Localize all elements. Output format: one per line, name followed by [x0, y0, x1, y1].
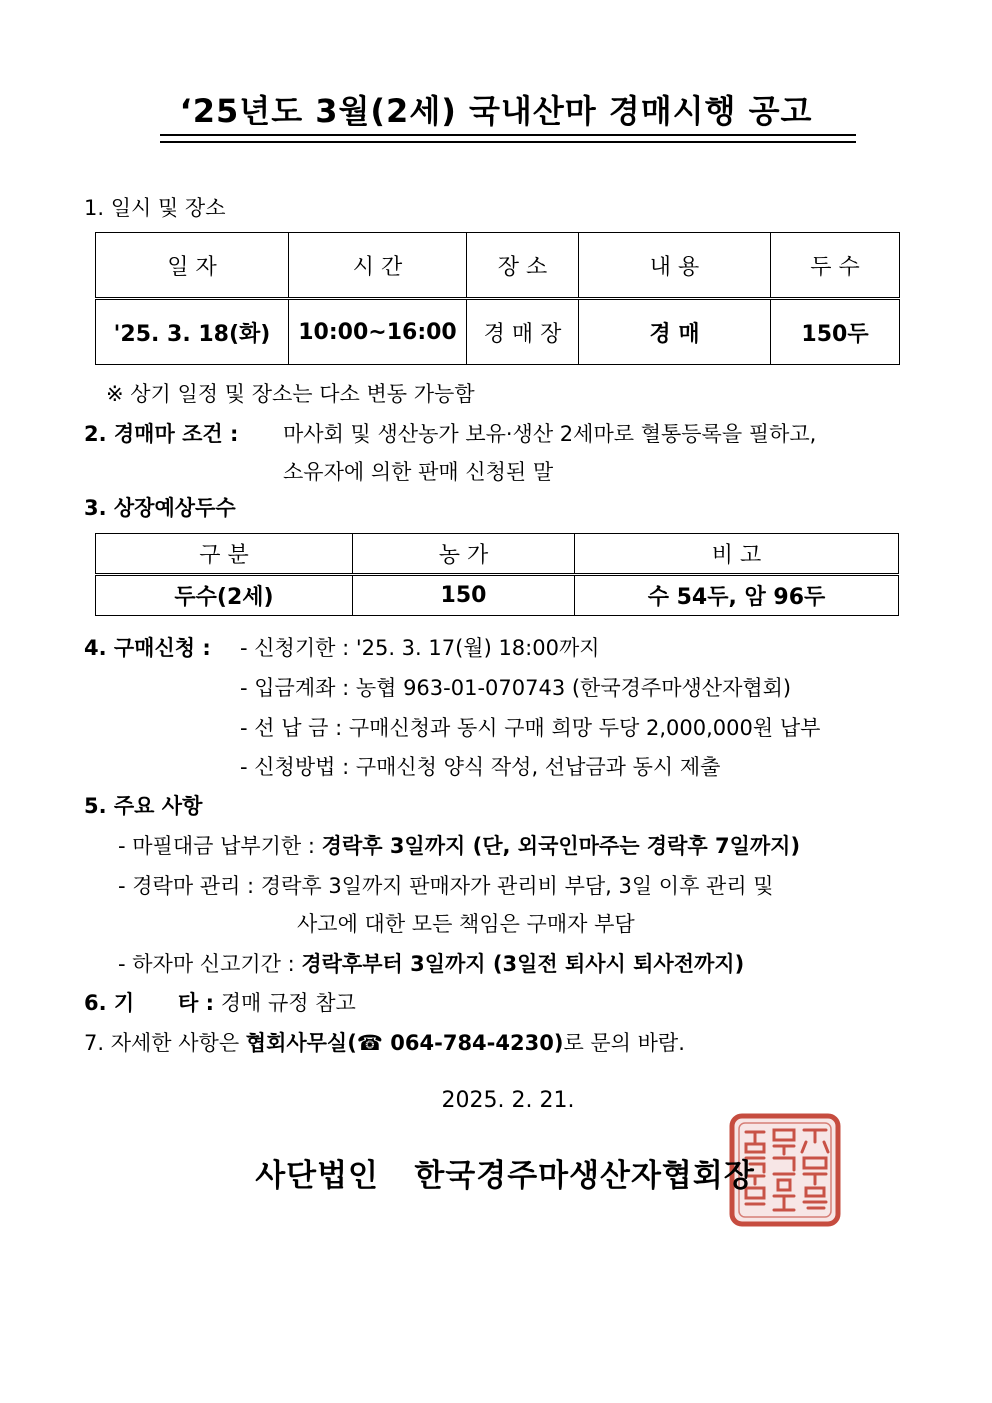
issuer-signature: 사단법인 한국경주마생산자협회장	[255, 1158, 755, 1194]
section-5-heading: 5. 주요 사항	[84, 794, 203, 818]
page-title: ‘25년도 3월(2세) 국내산마 경매시행 공고	[179, 92, 813, 130]
office-phone: 협회사무실(☎ 064-784-4230)	[245, 1031, 564, 1055]
section-6	[84, 987, 356, 1017]
title-underline	[160, 134, 856, 143]
purchase-deposit: - 선 납 금 : 구매신청과 동시 구매 희망 두당 2,000,000원 납부	[240, 716, 821, 740]
section-2-line-2: 소유자에 의한 판매 신청된 말	[283, 460, 554, 484]
cell-content: 경 매	[579, 299, 771, 365]
purchase-account: - 입금계좌 : 농협 963-01-070743 (한국경주마생산자협회)	[240, 676, 792, 700]
purchase-deadline: - 신청기한 : '25. 3. 17(월) 18:00까지	[240, 636, 600, 660]
header-time: 시 간	[289, 233, 467, 299]
section-1-heading: 1. 일시 및 장소	[84, 196, 226, 220]
defect-report-value: 경락후부터 3일까지 (3일전 퇴사시 퇴사전까지)	[301, 952, 745, 976]
defect-report-label: - 하자마 신고기간 :	[118, 952, 302, 976]
table-row	[96, 575, 899, 616]
header-date: 일 자	[96, 233, 289, 299]
section-6-value: 경매 규정 참고	[220, 991, 356, 1015]
section-6-label: 6. 기 타 :	[84, 991, 215, 1015]
section-7-prefix: 7. 자세한 사항은	[84, 1031, 246, 1055]
table-row	[96, 299, 900, 365]
expected-count-table	[95, 533, 899, 616]
schedule-note: ※ 상기 일정 및 장소는 다소 변동 가능함	[106, 382, 475, 406]
cell-remarks: 수 54두, 암 96두	[575, 575, 899, 616]
header-remarks: 비 고	[575, 534, 899, 575]
cell-count: 150두	[771, 299, 900, 365]
management-item-line-2: 사고에 대한 모든 책임은 구매자 부담	[297, 912, 635, 936]
cell-category: 두수(2세)	[96, 575, 353, 616]
purchase-method: - 신청방법 : 구매신청 양식 작성, 선납금과 동시 제출	[240, 755, 721, 779]
cell-place: 경 매 장	[467, 299, 579, 365]
header-count: 두 수	[771, 233, 900, 299]
section-7	[84, 1027, 685, 1057]
section-4-label: 4. 구매신청 :	[84, 636, 211, 660]
payment-deadline-label: - 마필대금 납부기한 :	[118, 834, 322, 858]
header-place: 장 소	[467, 233, 579, 299]
table-header-row	[96, 233, 900, 299]
defect-report-item	[118, 948, 744, 978]
header-farm: 농 가	[353, 534, 575, 575]
section-2-label: 2. 경매마 조건 :	[84, 422, 239, 446]
header-category: 구 분	[96, 534, 353, 575]
header-content: 내 용	[579, 233, 771, 299]
cell-farm: 150	[353, 575, 575, 616]
announcement-date: 2025. 2. 21.	[441, 1088, 575, 1113]
cell-time: 10:00~16:00	[289, 299, 467, 365]
management-item-line-1: - 경락마 관리 : 경락후 3일까지 판매자가 관리비 부담, 3일 이후 관리 및	[118, 874, 774, 898]
section-3-heading: 3. 상장예상두수	[84, 496, 236, 520]
payment-deadline-value: 경락후 3일까지 (단, 외국인마주는 경락후 7일까지)	[321, 834, 801, 858]
section-7-suffix: 로 문의 바람.	[563, 1031, 685, 1055]
section-2-line-1: 마사회 및 생산농가 보유·생산 2세마로 혈통등록을 필하고,	[283, 422, 817, 446]
payment-deadline-item	[118, 830, 800, 860]
cell-date: '25. 3. 18(화)	[96, 299, 289, 365]
schedule-table	[95, 232, 900, 365]
table-header-row	[96, 534, 899, 575]
